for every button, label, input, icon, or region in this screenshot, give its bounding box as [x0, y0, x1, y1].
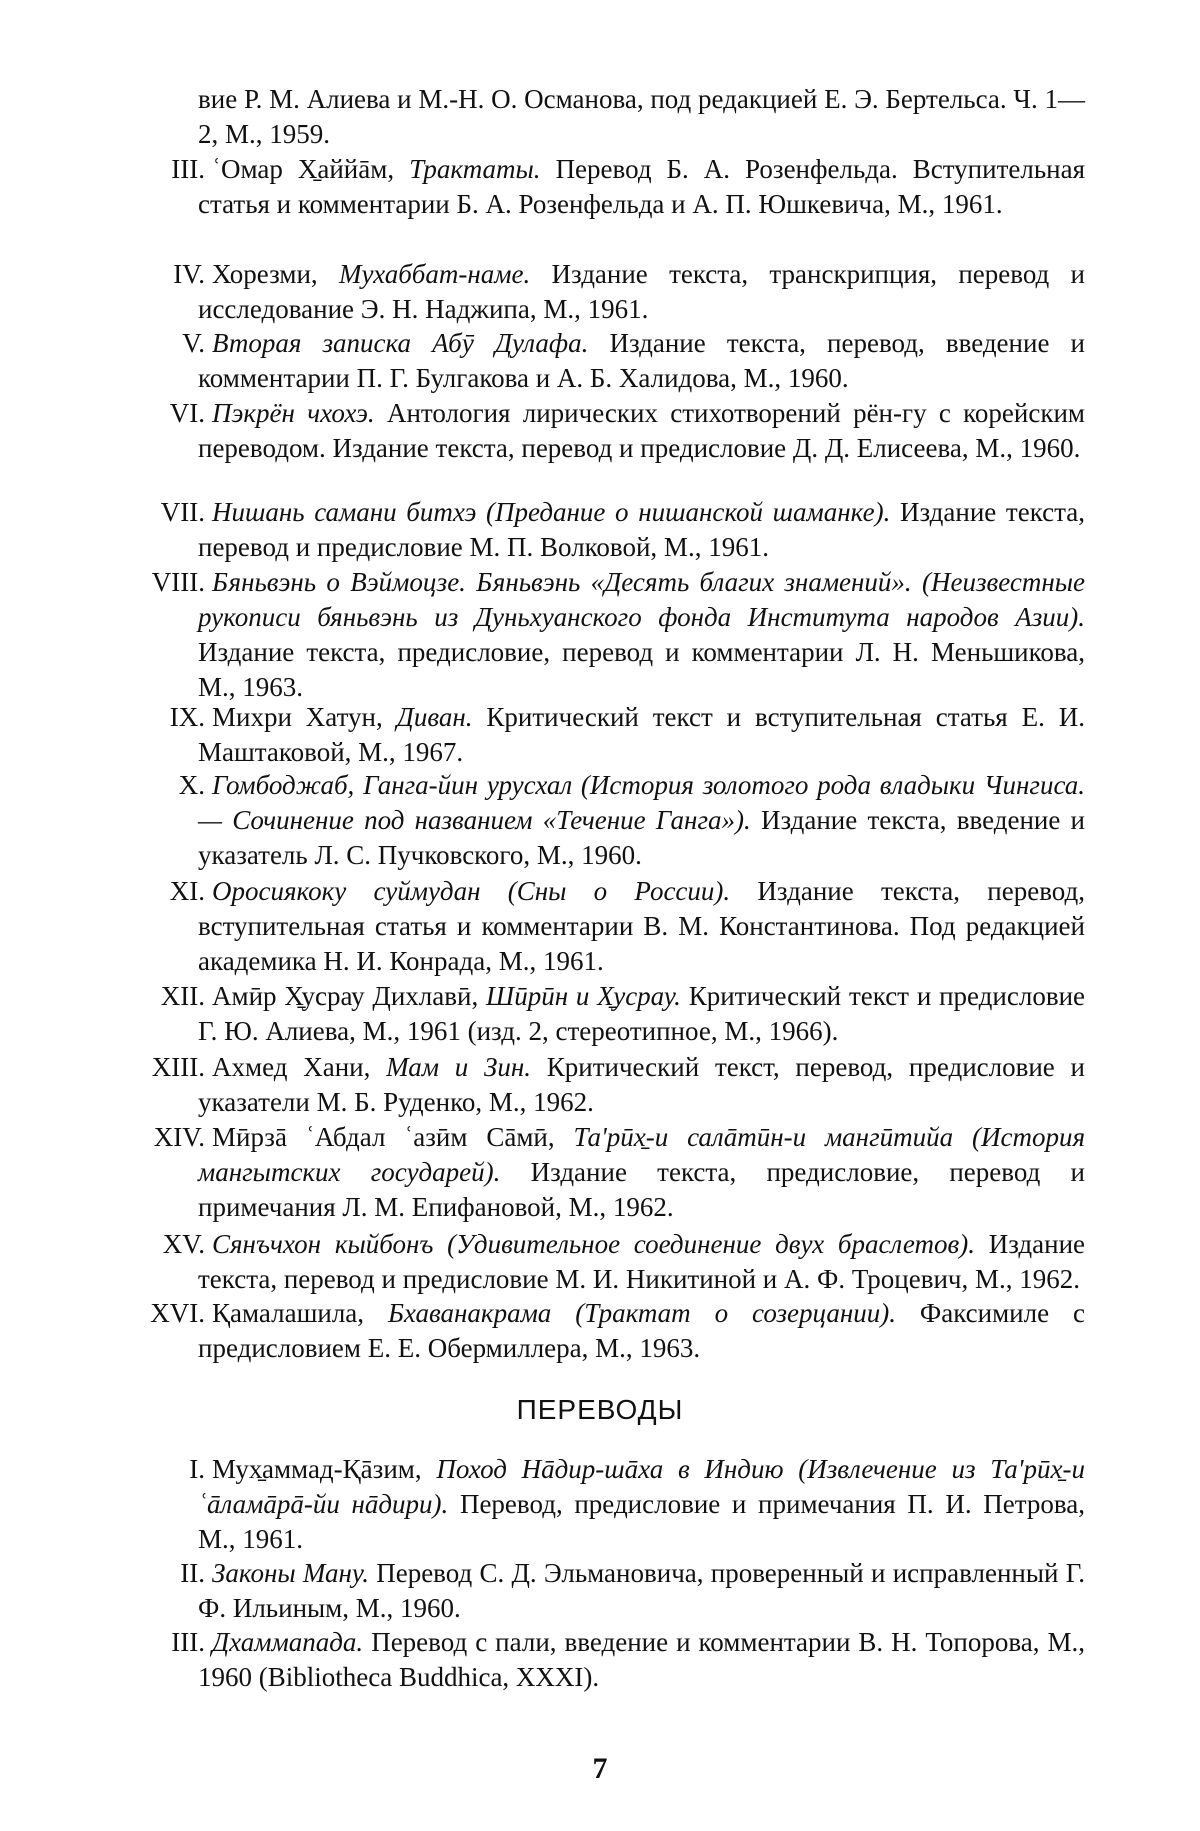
series-entry-number: IV.	[173, 259, 205, 289]
plain-text: Факсимиле с предисловием Е. Е. Обермиллера, М., 1963.	[198, 1298, 1085, 1363]
translation-entry-number: II.	[180, 1558, 205, 1588]
italic-text: Диван.	[396, 702, 473, 732]
translation-entry-number: III.	[171, 1627, 205, 1657]
italic-text: Гомбоджаб, Ганга-йин урусхал (История золотого рода владыки Чингиса.— Сочинение под названием «Течение Ганга»).	[198, 770, 1085, 835]
section-heading: ПЕРЕВОДЫ	[516, 1394, 684, 1425]
plain-text: Қамалашила,	[212, 1298, 388, 1328]
italic-text: Поход Нāдир-шāха в Индию (Извлечение из Та'рӣх̱-и ʿāламāрā-йи нāдири).	[198, 1454, 1086, 1519]
translation-entry	[180, 1556, 1086, 1626]
page-number: 7	[592, 1752, 608, 1785]
series-entry-text	[198, 700, 1085, 770]
italic-text: Трактаты.	[409, 154, 541, 184]
series-entry-text	[198, 257, 1085, 327]
plain-text: Амӣр Х̱усрау Дихлавӣ,	[212, 981, 487, 1011]
series-entry	[150, 1296, 1085, 1366]
series-entry-text	[198, 1227, 1085, 1297]
series-entry	[173, 257, 1086, 327]
italic-text: Оросиякоку суймудан (Сны о России).	[212, 876, 731, 906]
series-entry	[169, 700, 1085, 770]
plain-text: ʿОмар Х̱аййāм,	[212, 154, 410, 184]
series-entry	[160, 495, 1085, 565]
plain-text: Издание текста, предисловие, перевод и комментарии Л. Н. Меньшикова, М., 1963.	[198, 637, 1085, 702]
plain-text: Критический текст и вступительная статья Е. И. Маштаковой, М., 1967.	[198, 702, 1085, 767]
series-entry-number: XV.	[162, 1229, 205, 1259]
series-entry	[182, 326, 1085, 396]
plain-text: Перевод, предисловие и примечания П. И. Петрова, М., 1961.	[198, 1489, 1085, 1554]
plain-text: Антология лирических стихотворений рён-гу с корейским переводом. Издание текста, перевод и предисловие Д. Д. Елисеева, М., 1960.	[198, 398, 1085, 463]
series-entry-text	[198, 326, 1085, 396]
italic-text: Бяньвэнь о Вэймоцзе. Бяньвэнь «Десять благих знамений». (Неизвестные рукописи бяньвэнь из Дуньхуанского фонда Института народов Азии).	[198, 567, 1085, 632]
series-entry-number: XII.	[160, 981, 205, 1011]
plain-text: Мӣрзā ʿАбдал ʿазӣм Сāмӣ,	[212, 1122, 574, 1152]
italic-text: Мухаббат-наме.	[338, 259, 531, 289]
series-entry-number: V.	[182, 328, 205, 358]
italic-text: Мам и Зин.	[386, 1052, 531, 1082]
series-entry	[151, 1050, 1085, 1120]
series-entry-text	[198, 768, 1085, 873]
series-entry	[198, 82, 1085, 152]
italic-text: Нишань самани битхэ (Предание о нишанской шаманке).	[212, 497, 891, 527]
translation-entry-number: I.	[189, 1454, 205, 1484]
plain-text: Издание текста, перевод, вступительная статья и комментарии В. М. Константинова. Под редакцией академика Н. И. Конрада, М., 1961.	[198, 876, 1085, 976]
series-entry-text	[198, 1296, 1085, 1366]
series-entry-text	[198, 396, 1085, 466]
plain-text: вие Р. М. Алиева и М.-Н. О. Османова, под редакцией Е. Э. Бертельса. Ч. 1—2, М., 1959.	[198, 84, 1085, 149]
plain-text: Хорезми,	[212, 259, 339, 289]
plain-text: Издание текста, транскрипция, перевод и исследование Э. Н. Наджипа, М., 1961.	[198, 259, 1086, 324]
series-entry	[171, 152, 1085, 222]
series-entry	[169, 396, 1085, 466]
plain-text: Издание текста, перевод и предисловие М. И. Никитиной и А. Ф. Троцевич, М., 1962.	[198, 1229, 1086, 1294]
series-entry	[160, 979, 1085, 1049]
series-entry-text	[198, 1050, 1085, 1120]
series-entry-number: VII.	[160, 497, 205, 527]
translation-entry-text	[198, 1452, 1085, 1557]
series-entry-number: IX.	[169, 702, 205, 732]
translation-entry	[171, 1625, 1085, 1695]
plain-text: Издание текста, введение и указатель Л. С. Пучковского, М., 1960.	[198, 805, 1086, 870]
plain-text: Мух̱аммад-Қāзим,	[212, 1454, 437, 1484]
translation-entry	[189, 1452, 1086, 1557]
italic-text: Дхаммапада.	[212, 1627, 364, 1657]
series-entry-number: XVI.	[150, 1298, 205, 1328]
plain-text: Ахмед Хани,	[212, 1052, 387, 1082]
italic-text: Та'рӣх̱-и салāтӣн-и мангӣтийа (История мангытских государей).	[198, 1122, 1085, 1187]
italic-text: Вторая записка Абӯ Дулафа.	[212, 328, 589, 358]
plain-text: Издание текста, предисловие, перевод и примечания Л. М. Епифановой, М., 1962.	[198, 1157, 1085, 1222]
series-entry-number: XI.	[169, 876, 205, 906]
italic-text: Пэкрён чхохэ.	[212, 398, 375, 428]
plain-text: Издание текста, перевод, введение и комментарии П. Г. Булгакова и А. Б. Халидова, М., 1960.	[198, 328, 1085, 393]
series-entry	[169, 874, 1085, 979]
plain-text: Критический текст и предисловие Г. Ю. Алиева, М., 1961 (изд. 2, стереотипное, М., 1966).	[198, 981, 1085, 1046]
series-entry	[151, 565, 1085, 705]
italic-text: Сянъчхон кыйбонъ (Удивительное соединение двух браслетов).	[212, 1229, 975, 1259]
series-entry-text	[198, 152, 1085, 222]
plain-text: Критический текст, перевод, предисловие и указатели М. Б. Руденко, М., 1962.	[198, 1052, 1085, 1117]
series-entry-text	[198, 1120, 1085, 1225]
plain-text: Перевод Б. А. Розенфельда. Вступительная статья и комментарии Б. А. Розенфельда и А. П. Юшкевича, М., 1961.	[198, 154, 1085, 219]
series-entry-number: VI.	[169, 398, 205, 428]
plain-text: Перевод С. Д. Эльмановича, проверенный и исправленный Г. Ф. Ильиным, М., 1960.	[198, 1558, 1086, 1623]
series-entry	[178, 768, 1086, 873]
translation-entry-text	[198, 1556, 1085, 1626]
italic-text: Шӣрӣн и Х̱усрау.	[486, 981, 681, 1011]
plain-text: Михри Хатун,	[212, 702, 397, 732]
series-entry-text	[198, 565, 1085, 705]
series-entry-text	[198, 82, 1085, 152]
series-entry-number: XIII.	[151, 1052, 205, 1082]
series-entry	[153, 1120, 1085, 1225]
series-entry	[162, 1227, 1086, 1297]
plain-text: Перевод с пали, введение и комментарии В. Н. Топорова, М., 1960 (Bibliotheca Buddhica, XXXI).	[198, 1627, 1085, 1692]
italic-text: Бхаванакрама (Трактат о созерцании).	[387, 1298, 896, 1328]
series-entry-number: VIII.	[151, 567, 205, 597]
plain-text: Издание текста, перевод и предисловие М. П. Волковой, М., 1961.	[198, 497, 1085, 562]
series-entry-text	[198, 495, 1085, 565]
series-entry-number: XIV.	[153, 1122, 205, 1152]
series-entry-number: X.	[178, 770, 205, 800]
series-entry-text	[198, 874, 1085, 979]
translation-entry-text	[198, 1625, 1085, 1695]
series-entry-text	[198, 979, 1085, 1049]
series-entry-number: III.	[171, 154, 205, 184]
italic-text: Законы Ману.	[212, 1558, 369, 1588]
